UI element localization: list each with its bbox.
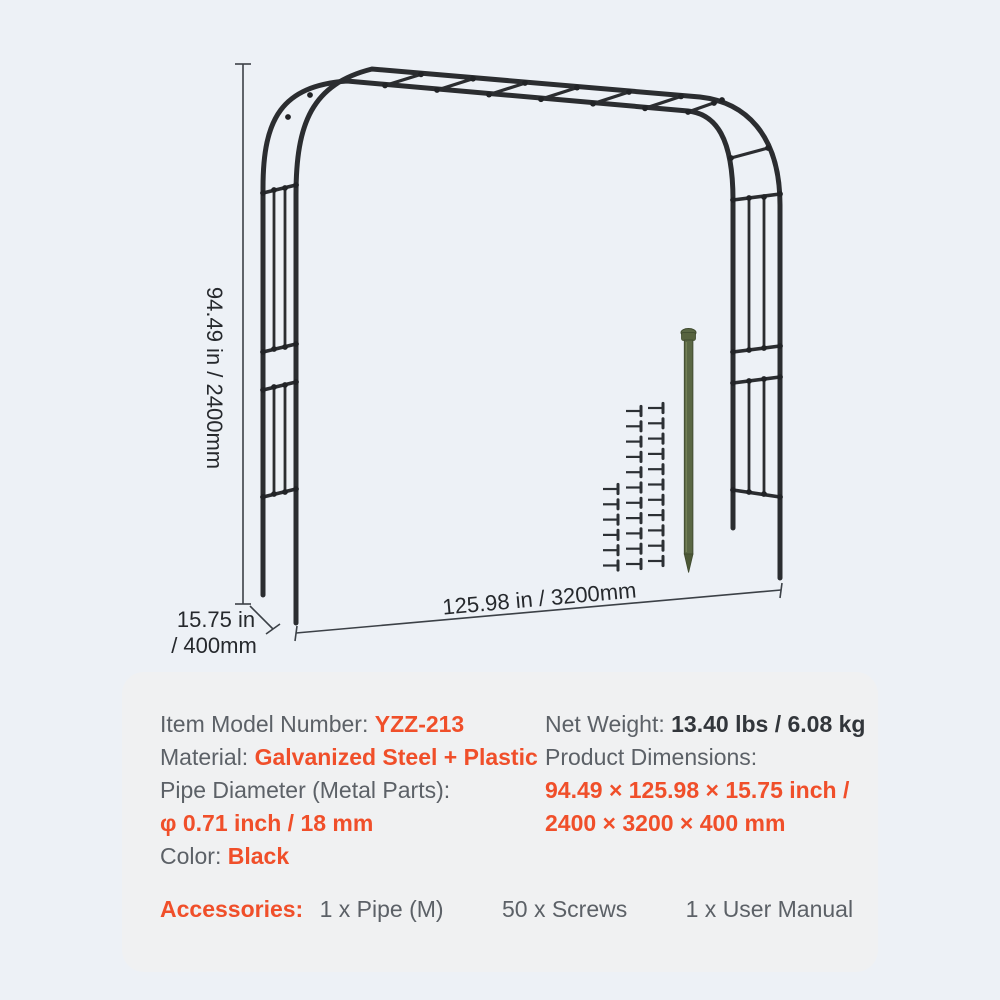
frame-joints [260, 71, 783, 500]
garden-arch-frame [260, 69, 783, 623]
spec-item-model: Item Model Number: YZZ-213 [160, 711, 465, 737]
spec-net-weight: Net Weight: 13.40 lbs / 6.08 kg [545, 711, 866, 737]
spec-product-dimensions-inch: 94.49 × 125.98 × 15.75 inch / [545, 777, 850, 803]
spec-product-dimensions-mm: 2400 × 3200 × 400 mm [545, 810, 786, 836]
arch-right-panel [733, 194, 780, 497]
spec-pipe-diameter-label: Pipe Diameter (Metal Parts): [160, 777, 451, 803]
arch-front-tube [296, 69, 780, 623]
width-dimension-label: 125.98 in / 3200mm [441, 577, 638, 620]
depth-dimension [171, 606, 280, 658]
spec-panel [122, 672, 878, 972]
accessories-row [160, 894, 854, 924]
spec-product-dimensions-label: Product Dimensions: [545, 744, 758, 770]
spec-column-left [160, 708, 545, 873]
screws-cluster [603, 403, 663, 570]
spec-material: Material: Galvanized Steel + Plastic [160, 744, 538, 770]
depth-dimension-label-line2: / 400mm [171, 633, 257, 658]
accessories-label: Accessories: [160, 896, 304, 922]
accessory-screws: 50 x Screws [501, 896, 628, 922]
width-dimension [295, 577, 782, 641]
height-dimension [202, 64, 251, 604]
depth-dimension-label-line1: 15.75 in [176, 607, 256, 632]
ground-stake-icon [681, 329, 696, 573]
accessory-manual: 1 x User Manual [685, 896, 854, 922]
spec-pipe-diameter-value: φ 0.71 inch / 18 mm [160, 810, 374, 836]
spec-column-right [545, 708, 865, 873]
arch-left-panel [263, 185, 296, 497]
height-dimension-label: 94.49 in / 2400mm [202, 286, 227, 470]
accessory-pipe: 1 x Pipe (M) [319, 896, 444, 922]
spec-color: Color: Black [160, 843, 290, 869]
